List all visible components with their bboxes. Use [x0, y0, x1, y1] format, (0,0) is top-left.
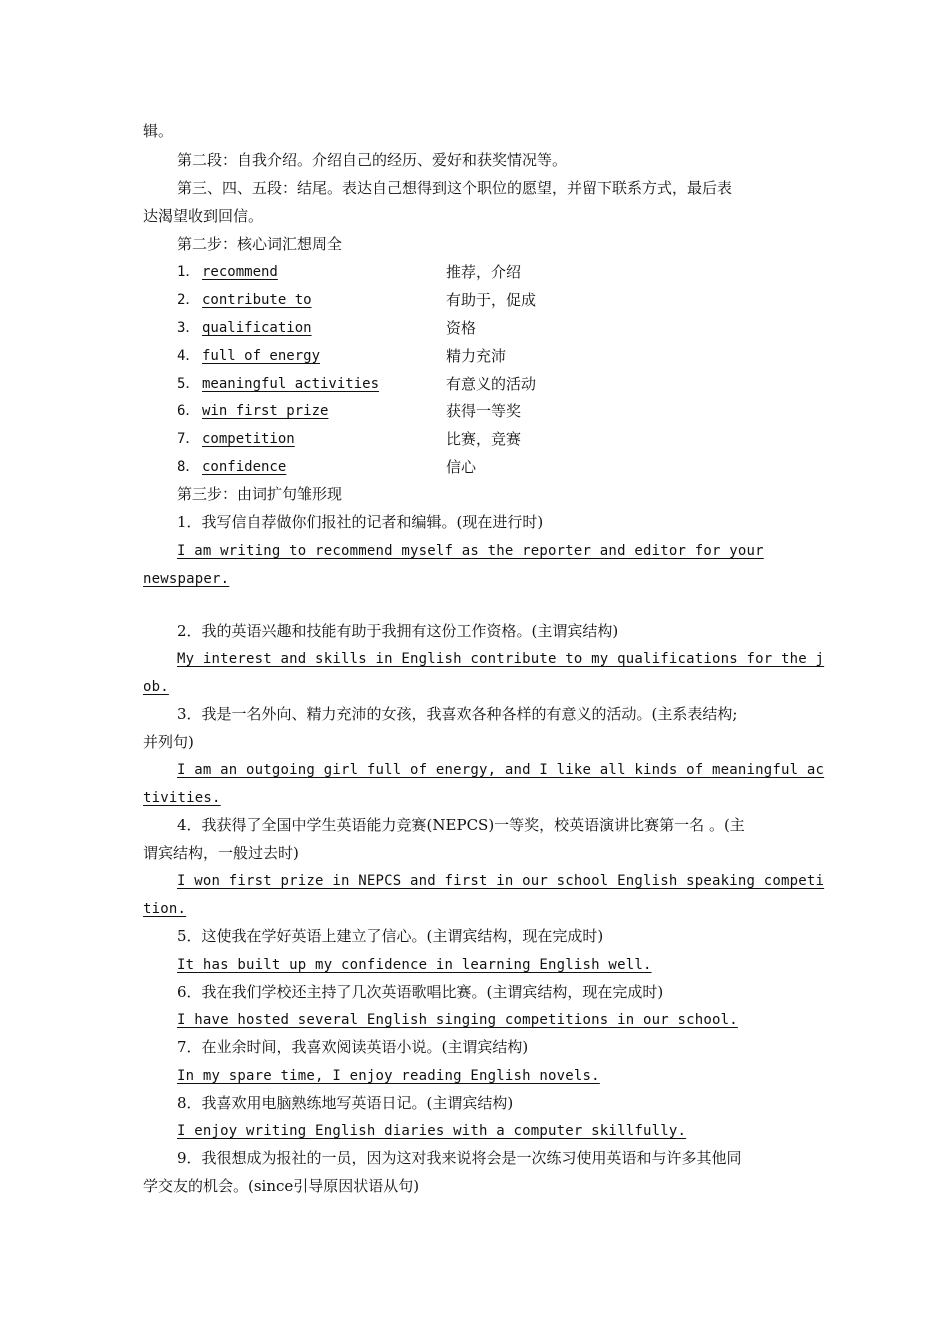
vocab-en-1: recommend: [202, 264, 278, 280]
sentence-2-question: 2．我的英语兴趣和技能有助于我拥有这份工作资格。(主谓宾结构): [177, 622, 619, 640]
vocab-en-4: full of energy: [202, 348, 321, 364]
sentence-1-question: 1．我写信自荐做你们报社的记者和编辑。(现在进行时): [177, 513, 544, 531]
vocab-cn-3: 资格: [446, 319, 477, 337]
vocab-num-6: 6．: [177, 403, 200, 419]
vocab-en-5: meaningful activities: [202, 376, 380, 392]
vocab-cn-2: 有助于，促成: [446, 291, 537, 309]
sentence-7-answer: In my spare time, I enjoy reading English novels.: [177, 1068, 600, 1084]
sentence-4-question-line-2: 谓宾结构，一般过去时): [143, 844, 299, 862]
sentence-3-question-line-2: 并列句): [143, 733, 194, 751]
vocab-en-3: qualification: [202, 320, 312, 336]
vocab-cn-6: 获得一等奖: [446, 402, 522, 420]
sentence-5-question: 5．这使我在学好英语上建立了信心。(主谓宾结构，现在完成时): [177, 927, 604, 945]
vocab-cn-1: 推荐，介绍: [446, 263, 522, 281]
sentence-9-question-line-2: 学交友的机会。(since引导原因状语从句): [143, 1177, 420, 1195]
vocab-num-3: 3．: [177, 320, 200, 336]
step2-heading: 第二步：核心词汇想周全: [177, 235, 343, 253]
vocab-cn-5: 有意义的活动: [446, 375, 537, 393]
sentence-6-question: 6．我在我们学校还主持了几次英语歌唱比赛。(主谓宾结构，现在完成时): [177, 983, 664, 1001]
sentence-9-question-line-1: 9．我很想成为报社的一员，因为这对我来说将会是一次练习使用英语和与许多其他同: [177, 1149, 742, 1167]
sentence-4-answer-line-2: tion.: [143, 901, 187, 917]
vocab-en-6: win first prize: [202, 403, 329, 419]
vocab-num-4: 4．: [177, 348, 200, 364]
sentence-3-answer-line-2: tivities.: [143, 790, 221, 806]
sentence-2-answer-line-2: ob.: [143, 679, 169, 695]
sentence-8-answer: I enjoy writing English diaries with a computer skillfully.: [177, 1123, 687, 1139]
sentence-7-question: 7．在业余时间，我喜欢阅读英语小说。(主谓宾结构): [177, 1038, 529, 1056]
sentence-3-question-line-1: 3．我是一名外向、精力充沛的女孩，我喜欢各种各样的有意义的活动。(主系表结构;: [177, 705, 738, 723]
vocab-en-7: competition: [202, 431, 295, 447]
vocab-en-2: contribute to: [202, 292, 312, 308]
vocab-num-8: 8．: [177, 459, 200, 475]
vocab-num-5: 5．: [177, 376, 200, 392]
vocab-cn-4: 精力充沛: [446, 347, 507, 365]
sentence-8-question: 8．我喜欢用电脑熟练地写英语日记。(主谓宾结构): [177, 1094, 514, 1112]
sentence-2-answer-line-1: My interest and skills in English contribute to my qualifications for the j: [177, 651, 825, 667]
vocab-cn-7: 比赛，竞赛: [446, 430, 522, 448]
vocab-en-8: confidence: [202, 459, 287, 475]
intro-paragraph-2: 第二段：自我介绍。介绍自己的经历、爱好和获奖情况等。: [177, 151, 568, 169]
intro-paragraph-3-line-1: 第三、四、五段：结尾。表达自己想得到这个职位的愿望，并留下联系方式，最后表: [177, 179, 733, 197]
intro-line-0: 辑。: [143, 122, 174, 140]
sentence-5-answer: It has built up my confidence in learning English well.: [177, 957, 652, 973]
vocab-num-2: 2．: [177, 292, 200, 308]
sentence-1-answer-line-1: I am writing to recommend myself as the reporter and editor for your: [177, 543, 764, 559]
sentence-4-answer-line-1: I won first prize in NEPCS and first in our school English speaking competi: [177, 873, 825, 889]
vocab-cn-8: 信心: [446, 458, 477, 476]
intro-paragraph-3-line-2: 达渴望收到回信。: [143, 207, 264, 225]
vocab-num-1: 1．: [177, 264, 200, 280]
sentence-3-answer-line-1: I am an outgoing girl full of energy, and I like all kinds of meaningful ac: [177, 762, 825, 778]
sentence-1-answer-line-2: newspaper.: [143, 571, 230, 587]
vocab-num-7: 7．: [177, 431, 200, 447]
sentence-4-question-line-1: 4．我获得了全国中学生英语能力竞赛(NEPCS)一等奖，校英语演讲比赛第一名 。(主: [177, 816, 745, 834]
sentence-6-answer: I have hosted several English singing competitions in our school.: [177, 1012, 738, 1028]
step3-heading: 第三步：由词扩句雏形现: [177, 485, 343, 503]
